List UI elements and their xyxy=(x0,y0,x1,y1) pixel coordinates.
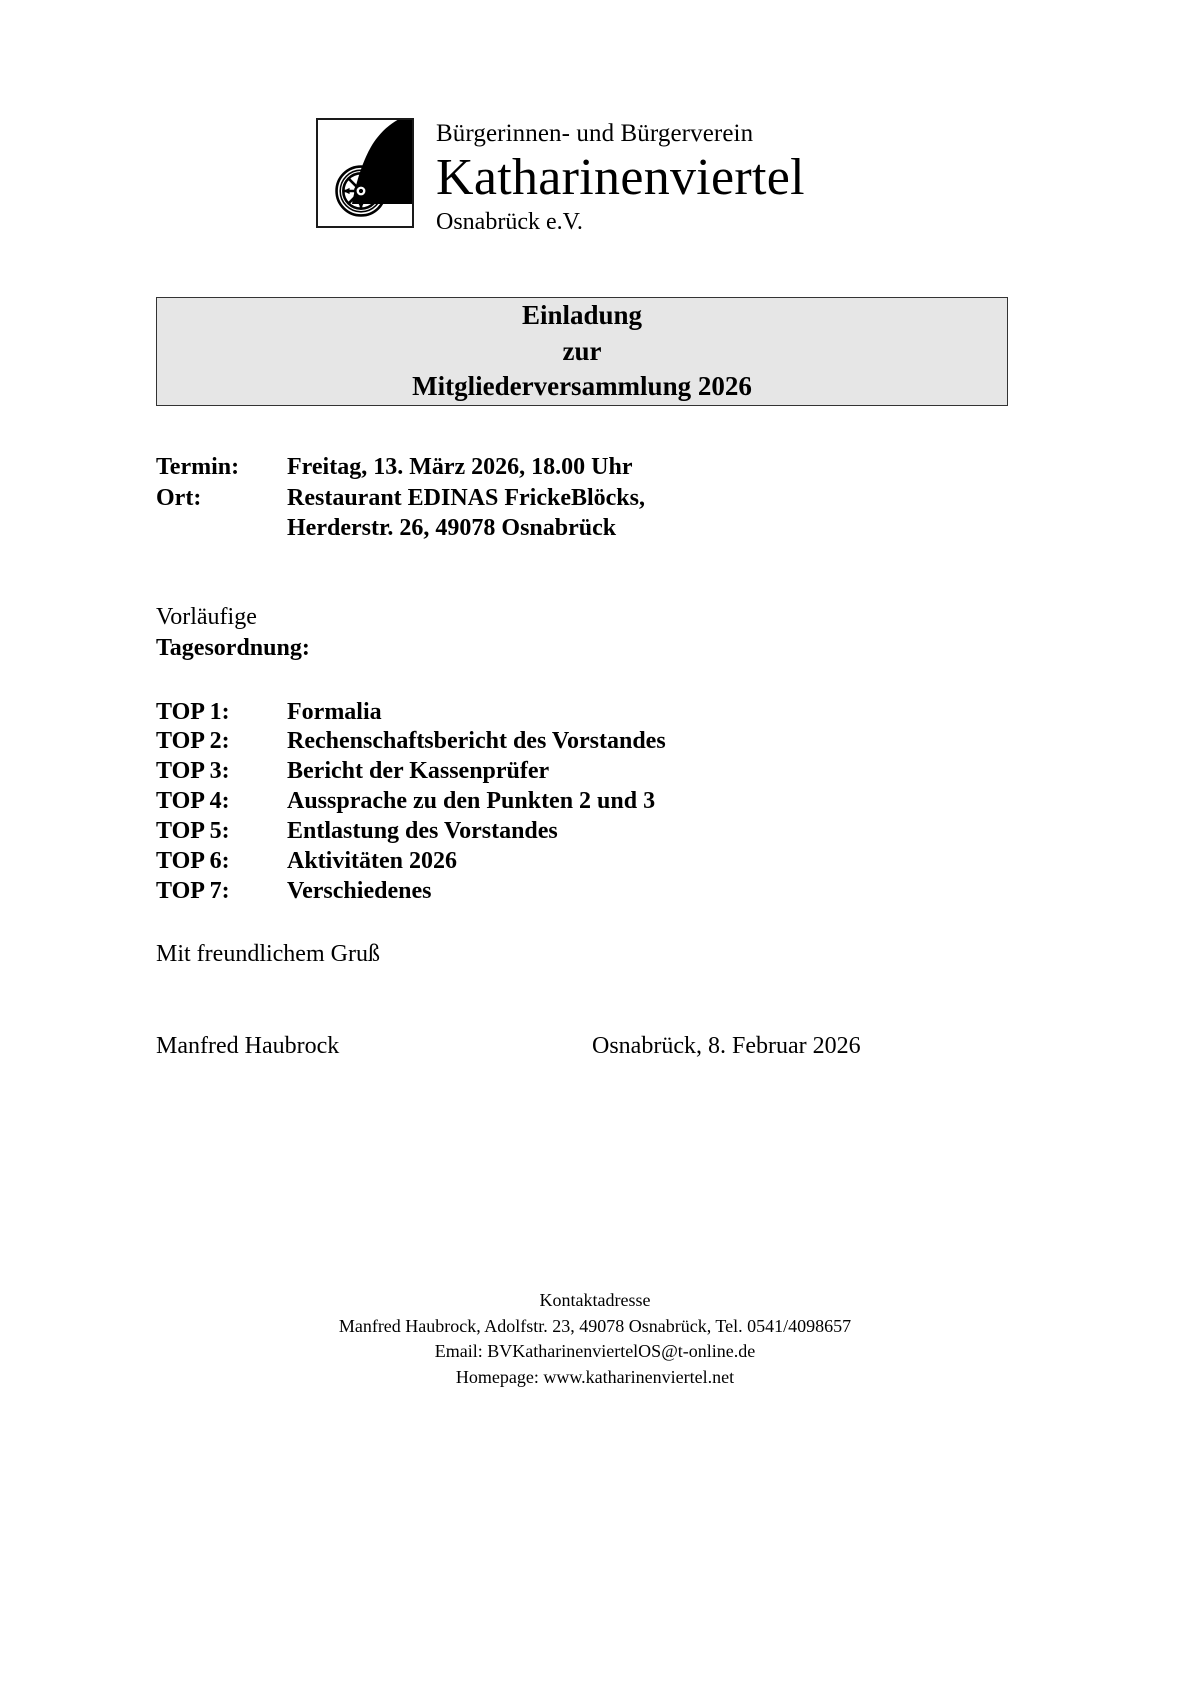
agenda-list xyxy=(156,698,1056,907)
logo-line-main: Katharinenviertel xyxy=(436,149,805,206)
footer-address: Manfred Haubrock, Adolfstr. 23, 49078 Osnabrück, Tel. 0541/4098657 xyxy=(338,1315,852,1336)
agenda-item-label: Formalia xyxy=(287,698,382,725)
footer-email: Email: BVKatharinenviertelOS@t-online.de xyxy=(434,1341,756,1362)
agenda-item xyxy=(156,698,1056,728)
agenda-item xyxy=(156,787,1056,817)
agenda-item xyxy=(156,877,1056,907)
letter-body xyxy=(156,452,1056,1062)
invitation-title-box xyxy=(156,297,1008,406)
footer-homepage: Homepage: www.katharinenviertel.net xyxy=(455,1366,735,1387)
termin-value: Freitag, 13. März 2026, 18.00 Uhr xyxy=(287,454,633,480)
logo-line-top: Bürgerinnen- und Bürgerverein xyxy=(436,120,754,147)
agenda-item-number: TOP 1: xyxy=(156,698,230,725)
signer-name: Manfred Haubrock xyxy=(156,1033,340,1060)
agenda-item-number: TOP 4: xyxy=(156,788,230,815)
title-line-3: Mitgliederversammlung 2026 xyxy=(412,371,752,402)
title-line-1: Einladung xyxy=(521,299,643,330)
ort-label: Ort: xyxy=(156,484,202,511)
agenda-item-number: TOP 3: xyxy=(156,758,230,785)
agenda-item-label: Aktivitäten 2026 xyxy=(287,847,457,874)
agenda-heading xyxy=(156,602,1056,663)
footer-heading: Kontaktadresse xyxy=(539,1290,651,1310)
agenda-item-label: Entlastung des Vorstandes xyxy=(287,818,558,845)
agenda-item-number: TOP 7: xyxy=(156,877,230,904)
title-line-2: zur xyxy=(562,335,602,366)
termin-row xyxy=(156,452,1056,483)
place-and-date: Osnabrück, 8. Februar 2026 xyxy=(592,1033,861,1060)
agenda-item-number: TOP 6: xyxy=(156,847,230,874)
agenda-item-label: Aussprache zu den Punkten 2 und 3 xyxy=(287,788,656,815)
agenda-item-number: TOP 2: xyxy=(156,728,230,755)
letterhead xyxy=(316,118,805,236)
closing-regards: Mit freundlichem Gruß xyxy=(156,940,380,967)
agenda-item-label: Bericht der Kassenprüfer xyxy=(287,758,550,785)
logo-wordmark xyxy=(436,118,805,236)
ort-value: Restaurant EDINAS FrickeBlöcks, xyxy=(287,484,645,511)
agenda-heading-line2: Tagesordnung: xyxy=(156,634,310,661)
ort-row xyxy=(156,483,1056,514)
agenda-item xyxy=(156,817,1056,847)
agenda-heading-line1: Vorläufige xyxy=(156,604,257,631)
agenda-item-label: Verschiedenes xyxy=(287,877,432,904)
ort-value-line2: Herderstr. 26, 49078 Osnabrück xyxy=(287,515,617,542)
agenda-item-number: TOP 5: xyxy=(156,818,230,845)
wheel-emblem-icon xyxy=(335,165,387,217)
agenda-item-label: Rechenschaftsbericht des Vorstandes xyxy=(287,728,666,755)
termin-label: Termin: xyxy=(156,454,240,480)
agenda-item xyxy=(156,757,1056,787)
contact-footer xyxy=(0,1288,1190,1390)
logo-line-sub: Osnabrück e.V. xyxy=(436,209,583,236)
association-logo xyxy=(316,118,414,228)
agenda-item xyxy=(156,847,1056,877)
agenda-item xyxy=(156,727,1056,757)
signature-row xyxy=(156,1031,1056,1062)
